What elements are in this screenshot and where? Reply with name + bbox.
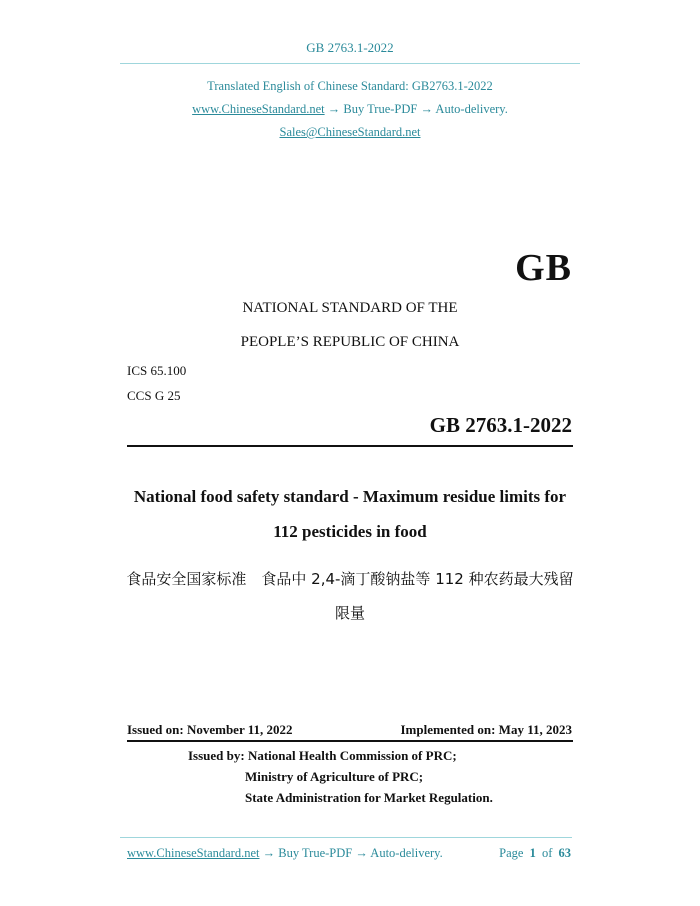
promo-site-link[interactable]: www.ChineseStandard.net <box>192 102 325 116</box>
gb-mark: GB <box>515 247 572 289</box>
running-header: GB 2763.1-2022 <box>306 40 394 55</box>
standard-number-rule <box>127 445 573 447</box>
national-standard-line1: NATIONAL STANDARD OF THE <box>242 300 458 316</box>
implemented-on: Implemented on: May 11, 2023 <box>400 722 572 737</box>
issued-by-line3: State Administration for Market Regulation. <box>245 790 493 805</box>
footer-site-link[interactable]: www.ChineseStandard.net <box>127 846 260 860</box>
page-label: Page <box>499 846 524 860</box>
page-total: 63 <box>558 846 571 860</box>
national-standard-line2: PEOPLE’S REPUBLIC OF CHINA <box>240 334 460 350</box>
title-en-line1: National food safety standard - Maximum residue limits for <box>133 487 567 506</box>
issued-on: Issued on: November 11, 2022 <box>127 722 293 737</box>
ccs-code: CCS G 25 <box>127 388 181 403</box>
footer-buy-text: → Buy True-PDF → Auto-delivery. <box>259 846 443 860</box>
page-of: of <box>541 846 553 860</box>
title-cn-line2: 限量 <box>334 604 365 622</box>
dates-rule <box>127 740 573 742</box>
ics-code: ICS 65.100 <box>127 363 187 378</box>
title-en-line2: 112 pesticides in food <box>273 522 427 541</box>
promo-buy-line <box>0 102 700 117</box>
promo-email-link[interactable]: Sales@ChineseStandard.net <box>279 125 421 139</box>
standard-number: GB 2763.1-2022 <box>429 413 572 437</box>
issued-by-line2: Ministry of Agriculture of PRC; <box>245 769 424 784</box>
footer-buy-line <box>127 846 443 861</box>
promo-translation-line: Translated English of Chinese Standard: GB2763.1-2022 <box>207 79 493 93</box>
page-current: 1 <box>529 846 536 860</box>
page-indicator <box>499 846 571 861</box>
issued-by-line1: Issued by: National Health Commission of PRC; <box>188 748 457 763</box>
header-divider <box>120 63 580 64</box>
title-cn-line1: 食品安全国家标准 食品中 2,4-滴丁酸钠盐等 112 种农药最大残留 <box>126 570 574 588</box>
promo-buy-text: → Buy True-PDF → Auto-delivery. <box>324 102 508 116</box>
footer-divider <box>120 837 572 838</box>
promo-email-line <box>0 125 700 140</box>
